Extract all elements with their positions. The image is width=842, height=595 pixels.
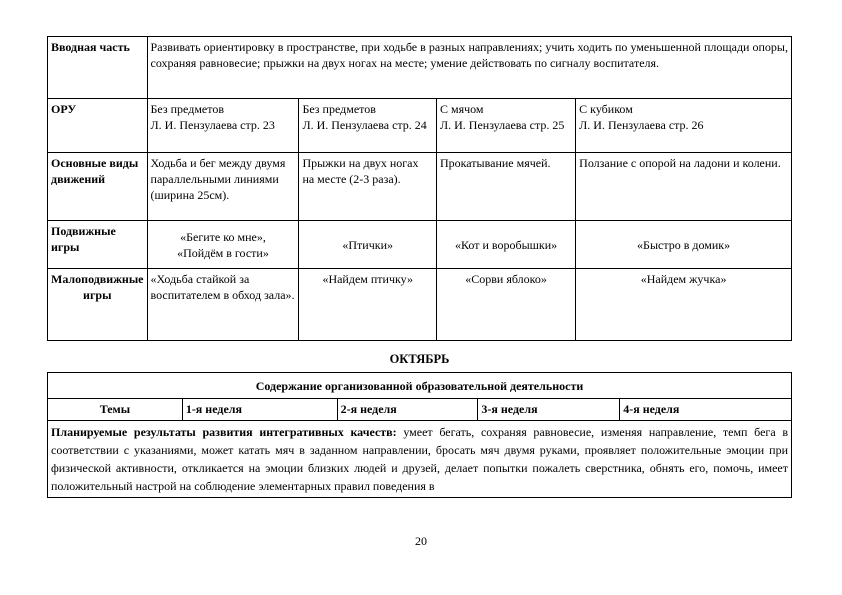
month-title: ОКТЯБРЬ <box>389 352 450 366</box>
intro-text: Развивать ориентировку в пространстве, при ходьбе в разных направлениях; учить ходить по уменьшенной площади опоры, сохраняя равновесие; прыжки на двух ногах на месте; умение действовать по сигналу воспитателя. <box>147 37 791 99</box>
section-header: Содержание организованной образовательной деятельности <box>48 373 792 399</box>
movements-cell: Ходьба и бег между двумя параллельными линиями (ширина 25см). <box>147 153 299 221</box>
active-games-row <box>48 221 792 269</box>
plan-cell <box>48 421 792 498</box>
plan-text: умеет бегать, сохраняя равновесие, изменяя направление, темп бега в соответствии с указаниями, может катать мяч в заданном направлении, бросать мяч двумя руками, проявляет положительные эмоции при физической активности, откликается на эмоции близких людей и друзей, делает попытки пожалеть сверстника, обнять его, помочь, имеет положительный настрой на соблюдение элементарных правил поведения в <box>51 425 789 493</box>
column-header: 1-я неделя <box>182 399 337 421</box>
oru-cell: С мячом Л. И. Пензулаева стр. 25 <box>436 99 575 153</box>
column-header: 2-я неделя <box>337 399 478 421</box>
column-header: Темы <box>48 399 183 421</box>
column-header: 3-я неделя <box>478 399 620 421</box>
section-header-row <box>48 373 792 399</box>
plan-label: Планируемые результаты развития интегративных качеств: <box>51 425 397 439</box>
plan-row <box>48 421 792 498</box>
active-game-cell: «Бегите ко мне», «Пойдём в гости» <box>147 221 299 269</box>
calm-game-cell: «Найдем птичку» <box>299 269 437 341</box>
october-table <box>47 372 792 498</box>
calm-games-label: Малоподвижные игры <box>48 269 148 341</box>
movements-cell: Прыжки на двух ногах на месте (2-3 раза). <box>299 153 437 221</box>
oru-cell: Без предметов Л. И. Пензулаева стр. 23 <box>147 99 299 153</box>
movements-label: Основные виды движений <box>48 153 148 221</box>
intro-label: Вводная часть <box>48 37 148 99</box>
intro-row <box>48 37 792 99</box>
calm-game-cell: «Сорви яблоко» <box>436 269 575 341</box>
program-table <box>47 36 792 341</box>
calm-game-cell: «Ходьба стайкой за воспитателем в обход зала». <box>147 269 299 341</box>
oru-cell: Без предметов Л. И. Пензулаева стр. 24 <box>299 99 437 153</box>
oru-row <box>48 99 792 153</box>
oru-label: ОРУ <box>48 99 148 153</box>
movements-cell: Ползание с опорой на ладони и колени. <box>576 153 792 221</box>
movements-cell: Прокатывание мячей. <box>436 153 575 221</box>
calm-games-row <box>48 269 792 341</box>
columns-row <box>48 399 792 421</box>
calm-game-cell: «Найдем жучка» <box>576 269 792 341</box>
active-game-cell: «Кот и воробышки» <box>436 221 575 269</box>
column-header: 4-я неделя <box>620 399 792 421</box>
oru-cell: С кубиком Л. И. Пензулаева стр. 26 <box>576 99 792 153</box>
active-game-cell: «Птички» <box>299 221 437 269</box>
active-games-label: Подвижные игры <box>48 221 148 269</box>
page-number: 20 <box>415 534 427 548</box>
active-game-cell: «Быстро в домик» <box>576 221 792 269</box>
movements-row <box>48 153 792 221</box>
